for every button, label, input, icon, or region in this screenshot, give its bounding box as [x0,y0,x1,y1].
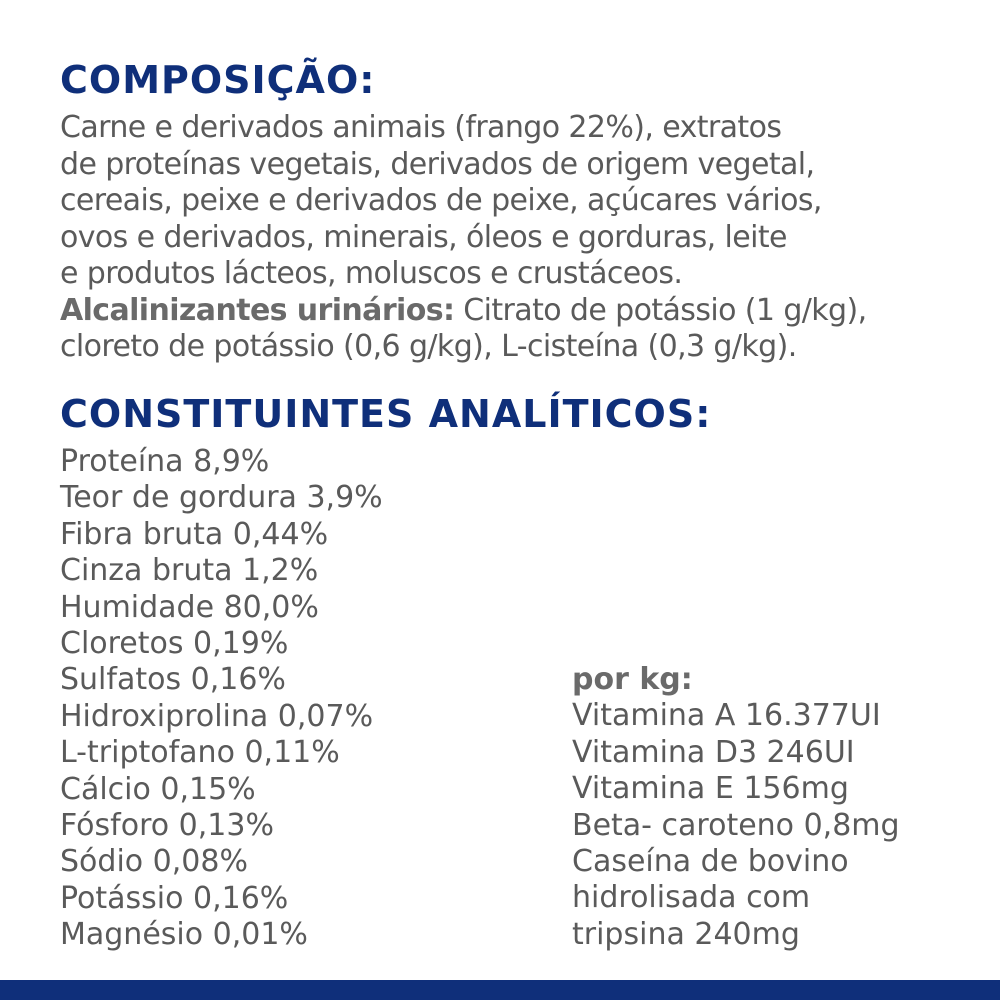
additives-label: Alcalinizantes urinários: [60,292,455,328]
analytical-item: Proteína 8,9% [60,444,270,479]
bottom-bar [0,980,1000,1000]
composition-line: de proteínas vegetais, derivados de origem vegetal, [60,146,815,182]
analytical-item: Teor de gordura 3,9% [60,480,383,516]
per-kg-item: hidrolisada com [572,880,811,916]
per-kg-item: Caseína de bovino [572,844,849,880]
analytical-list [60,444,383,954]
per-kg-item: Vitamina A 16.377UI [572,698,881,734]
analytical-item: Hidroxiprolina 0,07% [60,698,374,734]
analytical-item: Magnésio 0,01% [60,917,308,953]
analytical-item: Potássio 0,16% [60,880,289,916]
per-kg-block [572,662,900,953]
analytical-item: Sulfatos 0,16% [60,662,286,698]
analytical-item: Sódio 0,08% [60,844,248,880]
analytical-item: Humidade 80,0% [60,589,319,625]
composition-line: Carne e derivados animais (frango 22%), extratos [60,110,782,145]
per-kg-item: tripsina 240mg [572,916,800,952]
composition-text [60,110,960,366]
additives-text: Citrato de potássio (1 g/kg), [454,292,867,328]
analytical-item: Cálcio 0,15% [60,771,256,807]
per-kg-item: Vitamina D3 246UI [572,734,855,770]
analytical-item: Fibra bruta 0,44% [60,516,329,552]
analytical-item: Fósforo 0,13% [60,808,274,844]
analytical-item: L-triptofano 0,11% [60,735,340,771]
analytical-item: Cloretos 0,19% [60,626,289,662]
composition-line: e produtos lácteos, moluscos e crustáceos. [60,256,683,291]
composition-line: cereais, peixe e derivados de peixe, açúcares vários, [60,183,822,218]
analytical-item: Cinza bruta 1,2% [60,553,319,589]
per-kg-label: por kg: [572,662,693,697]
additives-line-2: cloreto de potássio (0,6 g/kg), L-cisteína (0,3 g/kg). [60,329,797,364]
per-kg-item: Beta- caroteno 0,8mg [572,807,900,843]
per-kg-item: Vitamina E 156mg [572,771,849,807]
composition-line: ovos e derivados, minerais, óleos e gorduras, leite [60,219,787,255]
analytical-heading: CONSTITUINTES ANALÍTICOS: [60,392,712,436]
composition-heading: COMPOSIÇÃO: [60,58,376,102]
additives-line [60,293,960,330]
